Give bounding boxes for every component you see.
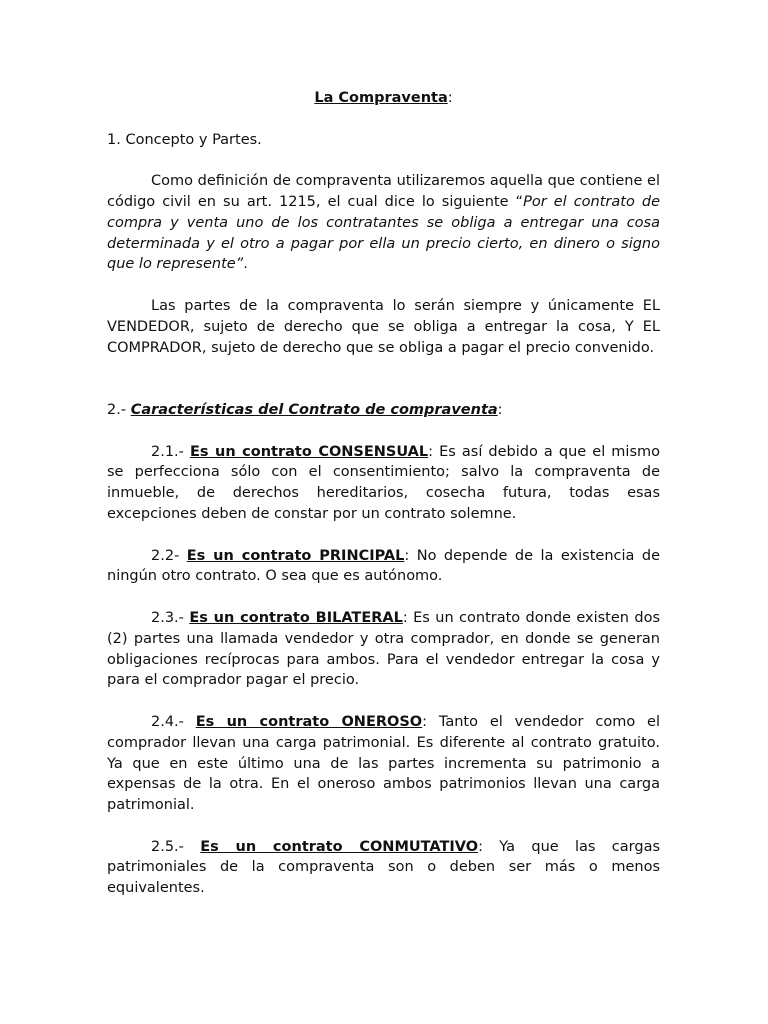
item-number: 2.5.- [151,838,201,855]
item-text: Es un contrato donde existen dos (2) partes una llamada vendedor y otra comprador, en donde se generan obligaciones recíprocas para ambos. Para el vendedor entregar la cosa y para el comprador pagar el precio. [107,609,660,689]
section-2-heading-text: Características del Contrato de compraventa [130,401,498,418]
item-text: Es así debido a que el mismo se perfecciona sólo con el consentimiento; salvo la compraventa de inmueble, de derechos hereditarios, cosecha futura, todas esas excepciones deben de constar por un contrato solemne. [107,443,660,522]
definition-end-text: . [243,256,248,273]
section-2-heading-colon: : [497,401,503,418]
title-text: La Compraventa [314,90,448,106]
item-label-key: PRINCIPAL [319,547,405,564]
section-2-heading [107,400,660,421]
item-label-prefix: Es un contrato [189,443,319,460]
item-separator: : [478,838,483,855]
item-text: Tanto el vendedor como el comprador llevan una carga patrimonial. Es diferente al contrato gratuito. Ya que en este último una de las partes incrementa su patrimonio a expensas de la otra. En el oneroso ambos patrimonios llevan una carga patrimonial. [107,713,660,814]
item-separator: : [422,713,428,730]
section-2-number: 2.- [107,401,131,418]
definition-quote-text: Por el contrato de compra y venta uno de los contratantes se obliga a entregar una cosa determinada y el otro a pagar por ella un precio cierto, en dinero o signo que lo represente” [107,193,660,273]
characteristic-item-consensual [107,442,660,525]
item-label-key: ONEROSO [341,713,423,730]
item-label-prefix: Es un contrato [195,713,342,730]
item-label [189,610,403,626]
section-1-paragraph-parties: Las partes de la compraventa lo serán siempre y únicamente EL VENDEDOR, sujeto de derecho que se obliga a entregar la cosa, Y EL COMPRADOR, sujeto de derecho que se obliga a pagar el precio convenido. [107,297,660,356]
item-number: 2.1.- [151,443,190,460]
item-label [187,548,405,564]
item-label-prefix: Es un contrato [186,547,320,564]
item-text: No depende de la existencia de ningún otro contrato. O sea que es autónomo. [107,547,660,585]
item-label-key: CONMUTATIVO [359,838,479,855]
definition-intro-text: Como definición de compraventa utilizaremos aquella que contiene el código civil en su art. 1215, el cual dice lo siguiente “ [107,173,660,210]
item-separator: : [402,609,408,626]
item-separator: : [404,547,410,564]
characteristic-item-bilateral [107,608,660,691]
item-number: 2.4.- [151,713,196,730]
item-number: 2.2- [151,547,187,564]
item-label [190,444,428,460]
item-number: 2.3.- [151,609,190,626]
characteristic-item-principal [107,546,660,588]
characteristic-item-conmutativo [107,837,660,899]
item-separator: : [428,443,434,460]
title-colon: : [447,90,453,106]
characteristic-item-oneroso [107,712,660,816]
item-label [196,714,422,730]
item-label [200,839,478,855]
item-label-key: CONSENSUAL [318,443,429,460]
item-label-key: BILATERAL [315,609,403,626]
item-label-prefix: Es un contrato [189,609,316,626]
section-1-paragraph-definition [107,171,660,275]
item-text: Ya que las cargas patrimoniales de la compraventa son o deben ser más o menos equivalentes. [107,838,661,897]
item-label-prefix: Es un contrato [200,838,360,855]
document-title [107,88,660,109]
section-1-heading: 1. Concepto y Partes. [107,131,262,148]
